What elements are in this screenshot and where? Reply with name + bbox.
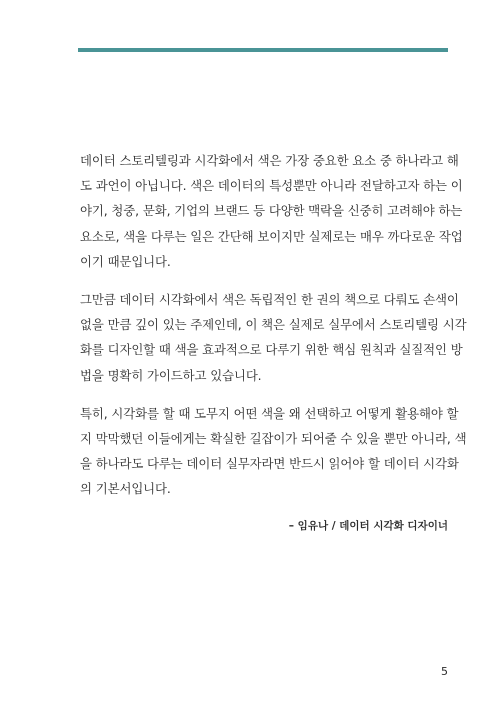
- page-number: 5: [441, 665, 448, 678]
- author-signature: – 임유나 / 데이터 시각화 디자이너: [288, 520, 448, 532]
- paragraph-line: 그만큼 데이터 시각화에서 색은 독립적인 한 권의 책으로 다뤄도 손색이: [80, 292, 459, 308]
- paragraph-line: 요소로, 색을 다루는 일은 간단해 보이지만 실제로는 매우 까다로운 작업: [80, 228, 463, 244]
- top-divider-rule: [78, 48, 448, 52]
- paragraph-line: 법을 명확히 가이드하고 있습니다.: [80, 367, 262, 383]
- paragraph-line: 이기 때문입니다.: [80, 253, 171, 269]
- paragraph-line: 특히, 시각화를 할 때 도무지 어떤 색을 왜 선택하고 어떻게 활용해야 할: [80, 405, 459, 421]
- paragraph-line: 도 과언이 아닙니다. 색은 데이터의 특성뿐만 아니라 전달하고자 하는 이: [80, 178, 463, 194]
- paragraph-line: 을 하나라도 다루는 데이터 실무자라면 반드시 읽어야 할 데이터 시각화: [80, 456, 459, 472]
- paragraph-line: 없을 만큼 깊이 있는 주제인데, 이 책은 실제로 실무에서 스토리텔링 시각: [80, 317, 467, 333]
- paragraph-2: [80, 287, 467, 388]
- paragraph-line: 지 막막했던 이들에게는 확실한 길잡이가 되어줄 수 있을 뿐만 아니라, 색: [80, 431, 467, 447]
- paragraph-line: 화를 디자인할 때 색을 효과적으로 다루기 위한 핵심 원칙과 실질적인 방: [80, 342, 463, 358]
- paragraph-1: [80, 148, 463, 274]
- paragraph-line: 의 기본서입니다.: [80, 481, 171, 497]
- paragraph-line: 데이터 스토리텔링과 시각화에서 색은 가장 중요한 요소 중 하나라고 해: [80, 153, 459, 168]
- paragraph-line: 야기, 청중, 문화, 기업의 브랜드 등 다양한 맥락을 신중히 고려해야 하는: [80, 203, 463, 219]
- endorsement-body: [80, 148, 467, 515]
- paragraph-3: [80, 401, 467, 502]
